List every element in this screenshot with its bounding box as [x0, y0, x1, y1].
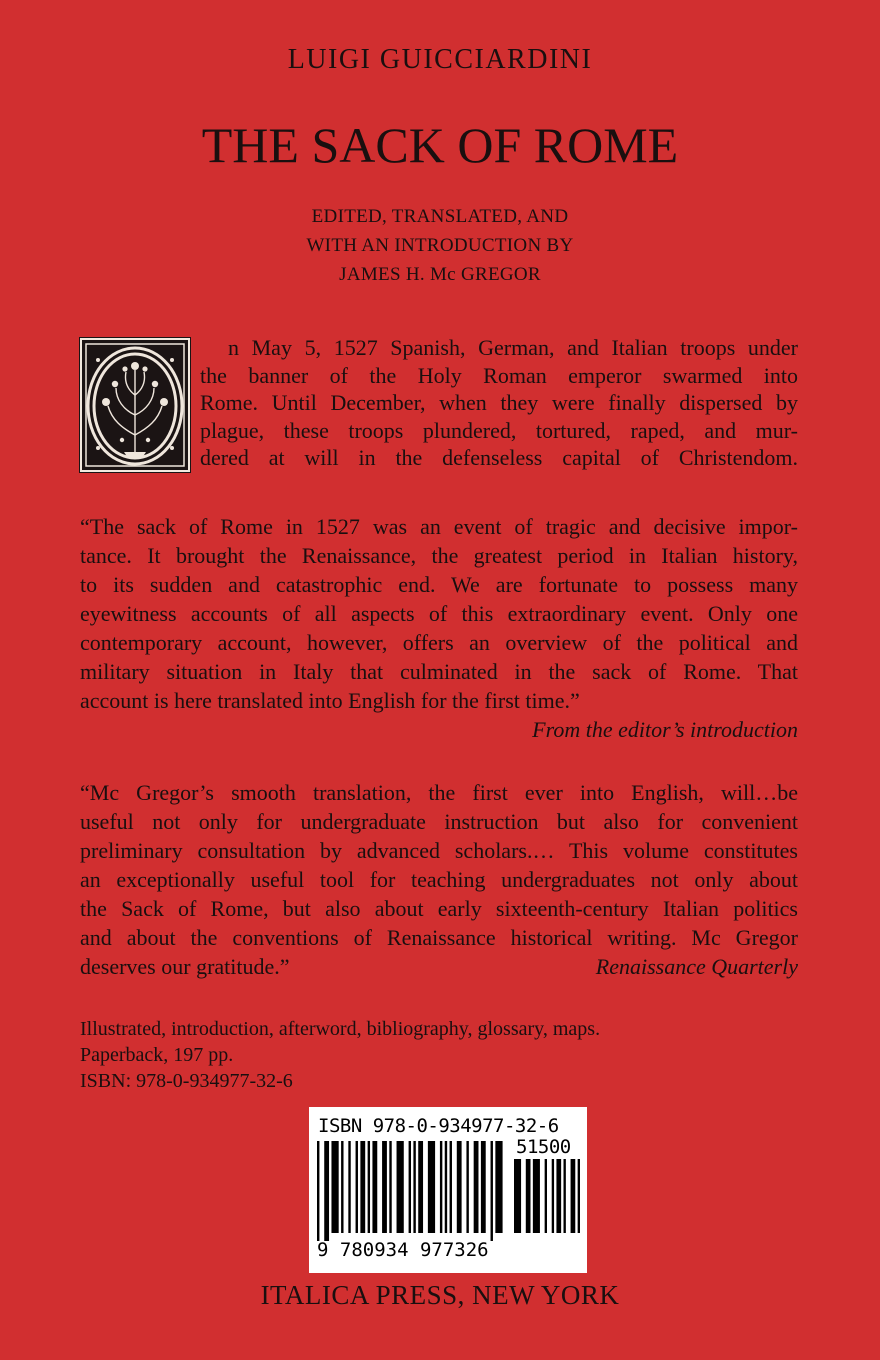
- intro-text: [80, 334, 798, 472]
- barcode-bar: [481, 1141, 486, 1233]
- barcode-bar: [474, 1141, 479, 1233]
- quote-attribution: From the editor’s introduction: [532, 717, 798, 742]
- editor-quote: [80, 512, 798, 744]
- barcode-bar: [545, 1159, 547, 1233]
- barcode-bar: [440, 1141, 442, 1233]
- quote-line: eyewitness accounts of all aspects of this extraordinary event. Only one: [80, 601, 798, 626]
- editor-line: JAMES H. Mc GREGOR: [339, 264, 541, 285]
- barcode-bar: [356, 1141, 358, 1233]
- details-line: Illustrated, introduction, afterword, bibliography, glossary, maps.: [80, 1018, 601, 1040]
- quote-line: preliminary consultation by advanced scholars.… This volume constitutes: [80, 838, 798, 863]
- intro-line: dered at will in the defenseless capital of Christendom.: [200, 445, 798, 470]
- quote-line: and about the conventions of Renaissance historical writing. Mc Gregor: [80, 925, 798, 950]
- barcode-bars: [317, 1141, 505, 1241]
- quote-attribution: Renaissance Quarterly: [595, 954, 798, 979]
- barcode-bar: [450, 1141, 452, 1233]
- barcode-bar: [324, 1141, 329, 1241]
- intro-line: the banner of the Holy Roman emperor swarmed into: [200, 362, 798, 388]
- intro-line: Rome. Until December, when they were finally dispersed by: [200, 390, 798, 415]
- barcode-bar: [533, 1159, 540, 1233]
- barcode-bar: [578, 1159, 580, 1233]
- barcode-bar: [341, 1141, 343, 1233]
- details-line: ISBN: 978-0-934977-32-6: [80, 1070, 293, 1092]
- book-title: THE SACK OF ROME: [201, 117, 679, 173]
- barcode-bar: [495, 1141, 502, 1233]
- barcode-bar: [331, 1141, 338, 1233]
- barcode-bar: [556, 1159, 561, 1233]
- quote-line: “The sack of Rome in 1527 was an event of tragic and decisive impor-: [80, 514, 798, 539]
- quote-line: contemporary account, however, offers an overview of the political and: [80, 630, 798, 655]
- author-name: LUIGI GUICCIARDINI: [287, 44, 593, 75]
- publisher-name: ITALICA PRESS, NEW YORK: [260, 1280, 620, 1310]
- quote-line: military situation in Italy that culminated in the sack of Rome. That: [80, 659, 798, 684]
- quote-line: the Sack of Rome, but also about early sixteenth-century Italian politics: [80, 896, 798, 921]
- barcode-bar: [457, 1141, 462, 1233]
- barcode-bar: [564, 1159, 566, 1233]
- barcode-bar: [348, 1141, 350, 1233]
- quote-line: “Mc Gregor’s smooth translation, the first ever into English, will…be: [80, 780, 798, 805]
- barcode-bar: [514, 1159, 521, 1233]
- quote-line: to its sudden and catastrophic end. We are fortunate to possess many: [80, 572, 798, 597]
- quote-line: an exceptionally useful tool for teaching undergraduates not only about: [80, 867, 798, 892]
- barcode-price-code: 51500: [516, 1136, 571, 1158]
- barcode-bar: [418, 1141, 423, 1233]
- barcode-bar: [413, 1141, 415, 1233]
- intro-line: n May 5, 1527 Spanish, German, and Italian troops under: [228, 335, 798, 360]
- barcode-bar: [317, 1141, 319, 1241]
- barcode-bar: [389, 1141, 391, 1233]
- quote-final-row: [80, 952, 798, 981]
- intro-line: plague, these troops plundered, tortured, raped, and mur-: [200, 417, 798, 443]
- barcode-digits: 9 780934 977326: [317, 1239, 489, 1261]
- barcode-bar: [372, 1141, 377, 1233]
- book-details: [80, 1016, 798, 1094]
- barcode-bar: [382, 1141, 387, 1233]
- quote-line: deserves our gratitude.”: [80, 954, 290, 979]
- barcode-bar: [466, 1141, 468, 1233]
- intro-paragraph: [80, 334, 798, 474]
- barcode-bar: [397, 1141, 404, 1233]
- isbn-barcode: [309, 1107, 587, 1273]
- barcode-addon-bars: [514, 1159, 580, 1241]
- details-line: Paperback, 197 pp.: [80, 1044, 234, 1066]
- barcode-bar: [445, 1141, 447, 1233]
- barcode-isbn-label: ISBN 978-0-934977-32-6: [318, 1115, 559, 1137]
- barcode-bar: [360, 1141, 365, 1233]
- barcode-bar: [552, 1159, 554, 1233]
- barcode-bar: [428, 1141, 435, 1233]
- barcode-bar: [409, 1141, 411, 1233]
- barcode-bar: [526, 1159, 531, 1233]
- barcode-bar: [571, 1159, 576, 1233]
- quote-line: useful not only for undergraduate instruction but also for convenient: [80, 809, 798, 834]
- editor-line: WITH AN INTRODUCTION BY: [306, 235, 574, 256]
- review-quote: [80, 778, 798, 981]
- quote-line: tance. It brought the Renaissance, the greatest period in Italian history,: [80, 543, 798, 568]
- quote-line: account is here translated into English for the first time.”: [80, 688, 580, 713]
- editor-line: EDITED, TRANSLATED, AND: [311, 206, 569, 227]
- barcode-bar: [368, 1141, 370, 1233]
- barcode-bar: [491, 1141, 493, 1241]
- editor-credit: [0, 202, 880, 289]
